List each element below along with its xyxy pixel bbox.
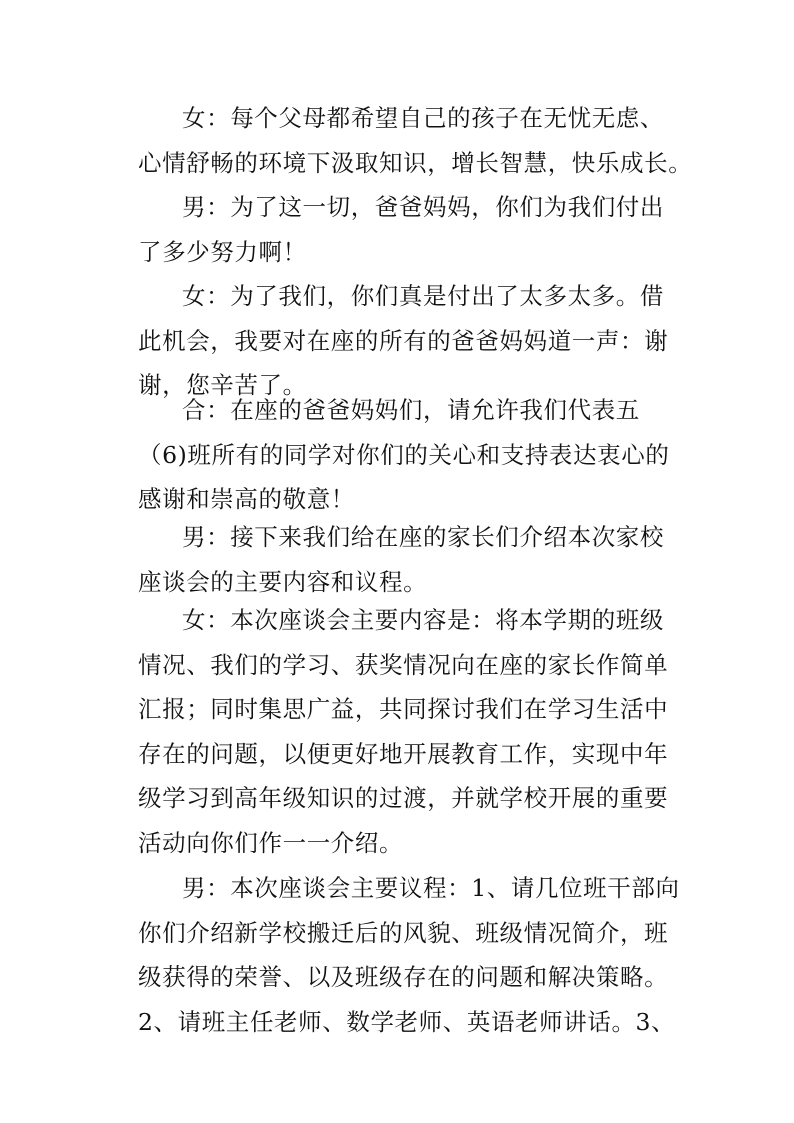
dialogue-paragraph-5	[138, 515, 668, 604]
text-line: 谢，您辛苦了。	[138, 371, 307, 399]
text-line: （6)班所有的同学对你们的关心和支持表达衷心的	[138, 440, 670, 469]
text-line: 汇报；同时集思广益，共同探讨我们在学习生活中	[138, 695, 669, 723]
text-line: 女：每个父母都希望自己的孩子在无忧无虑、	[182, 104, 664, 132]
text-line: 合：在座的爸爸妈妈们，请允许我们代表五	[182, 396, 640, 424]
dialogue-paragraph-6	[138, 598, 668, 865]
dialogue-paragraph-1	[138, 96, 693, 185]
text-line: 男：为了这一切，爸爸妈妈，你们为我们付出	[182, 193, 664, 221]
text-line: 2、请班主任老师、数学老师、英语老师讲话。3、	[138, 1007, 676, 1036]
text-line: 男：本次座谈会主要议程：1、请几位班干部向	[182, 874, 680, 902]
text-line: 男：接下来我们给在座的家长们介绍本次家校	[182, 523, 664, 551]
text-line: 级学习到高年级知识的过渡，并就学校开展的重要	[138, 784, 669, 812]
text-line: 级获得的荣誉、以及班级存在的问题和解决策略。	[138, 963, 669, 991]
text-line: 存在的问题，以便更好地开展教育工作，实现中年	[138, 739, 669, 768]
text-line: 了多少努力啊！	[138, 237, 307, 266]
dialogue-paragraph-2	[138, 185, 668, 274]
text-line: 你们介绍新学校搬迁后的风貌、班级情况简介，班	[138, 918, 669, 947]
dialogue-paragraph-4	[138, 388, 668, 522]
dialogue-paragraph-7	[138, 866, 680, 1044]
text-line: 女：为了我们，你们真是付出了太多太多。借	[182, 282, 664, 310]
text-line: 活动向你们作一一介绍。	[138, 828, 404, 857]
text-line: 此机会，我要对在座的所有的爸爸妈妈道一声：谢	[138, 326, 669, 355]
text-line: 女：本次座谈会主要内容是：将本学期的班级	[182, 606, 664, 634]
text-line: 心情舒畅的环境下汲取知识，增长智慧，快乐成长。	[138, 148, 693, 177]
text-line: 座谈会的主要内容和议程。	[138, 567, 428, 596]
text-line: 感谢和崇高的敬意！	[138, 485, 355, 513]
text-line: 情况、我们的学习、获奖情况向在座的家长作简单	[138, 650, 669, 679]
